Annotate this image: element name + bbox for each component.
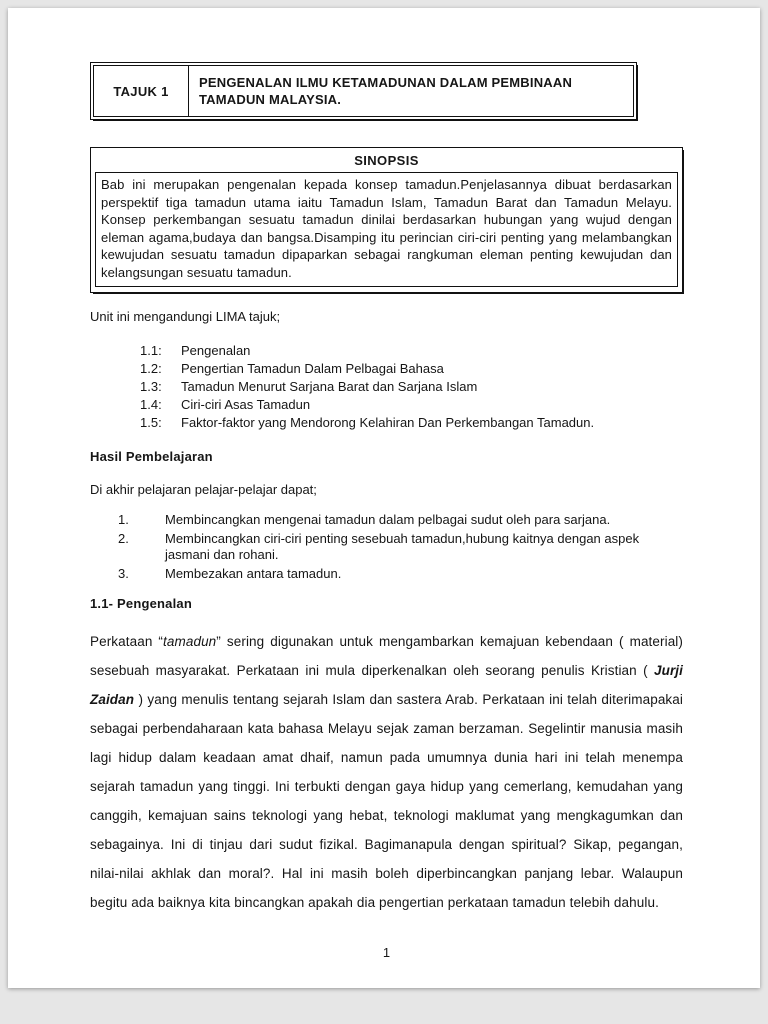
jurji-zaidan-name: Jurji Zaidan — [90, 663, 683, 707]
topic-label: Faktor-faktor yang Mendorong Kelahiran Dan Perkembangan Tamadun. — [181, 415, 595, 430]
objectives-list — [118, 512, 658, 582]
topic-item — [140, 343, 683, 359]
document-page — [8, 8, 760, 988]
objective-item — [118, 566, 658, 583]
objective-label: Membincangkan mengenai tamadun dalam pelbagai sudut oleh para sarjana. — [165, 512, 611, 527]
topic-number: 1.1: — [140, 343, 162, 358]
topic-number: 1.2: — [140, 361, 162, 376]
topic-label: Tamadun Menurut Sarjana Barat dan Sarjana Islam — [181, 379, 478, 394]
sinopsis-box — [90, 147, 683, 293]
section-heading: 1.1- Pengenalan — [90, 596, 192, 611]
paragraph-text: ) yang menulis tentang sejarah Islam dan sastera Arab. Perkataan ini telah diterimapakai sebagai perbendaharaan kata bahasa Melayu sejak zaman berzaman. Segelintir manusia masih lagi hidup dalam keadaan amat dhaif, namun pada umumnya dunia hari ini telah menempa sejarah tamadun yang tinggi. Ini terbukti dengan gaya hidup yang cemerlang, kemudahan yang canggih, kemajuan sains teknologi yang hebat, teknologi maklumat yang mengkagumkan dan sebagainya. Ini di tinjau dari sudut fizikal. Bagimanapula dengan spiritual? Sikap, pegangan, nilai-nilai akhlak dan moral?. Hal ini masih boleh diperbincangkan panjang lebar. Walaupun begitu ada baiknya kita bincangkan apakah dia pengertian perkataan tamadun telebih dahulu. — [90, 692, 683, 910]
sinopsis-heading: SINOPSIS — [354, 153, 419, 168]
sinopsis-body: Bab ini merupakan pengenalan kepada konsep tamadun.Penjelasannya dibuat berdasarkan perspektif tiga tamadun utama iaitu Tamadun Islam, Tamadun Barat dan Tamadun Melayu. Konsep perkembangan sesuatu tamadun dinilai berdasarkan hubungan yang wujud dengan eleman agama,budaya dan bangsa.Disamping itu perincian ciri-ciri penting yang melambangkan kewujudan sesuatu tamadun dipaparkan sebagai rangkuman eleman penting kewujudan dan kelangsungan sesuatu tamadun. — [95, 172, 678, 287]
topic-item — [140, 379, 683, 395]
topic-label: Ciri-ciri Asas Tamadun — [181, 397, 311, 412]
hasil-heading: Hasil Pembelajaran — [90, 449, 213, 464]
topic-number: 1.5: — [140, 415, 162, 430]
objective-number: 1. — [118, 512, 129, 527]
hasil-intro: Di akhir pelajaran pelajar-pelajar dapat; — [90, 482, 317, 497]
topic-item — [140, 397, 683, 413]
tajuk-title: PENGENALAN ILMU KETAMADUNAN DALAM PEMBINAAN TAMADUN MALAYSIA. — [189, 66, 634, 117]
topic-item — [140, 361, 683, 377]
paragraph-text: Perkataan “ — [90, 634, 164, 649]
unit-intro-text: Unit ini mengandungi LIMA tajuk; — [90, 309, 281, 324]
main-paragraph — [90, 627, 683, 917]
topic-label: Pengertian Tamadun Dalam Pelbagai Bahasa — [181, 361, 444, 376]
objective-label: Membincangkan ciri-ciri penting sesebuah tamadun,hubung kaitnya dengan aspek jasmani dan rohani. — [165, 530, 640, 562]
title-table — [90, 62, 637, 120]
objective-item — [118, 512, 658, 529]
topic-number: 1.3: — [140, 379, 162, 394]
objective-number: 2. — [118, 530, 129, 546]
objective-item — [118, 531, 658, 564]
paragraph-text: ” sering digunakan untuk mengambarkan kemajuan kebendaan ( material) sesebuah masyarakat. Perkataan ini mula diperkenalkan oleh seorang penulis Kristian ( — [90, 634, 684, 678]
topic-number: 1.4: — [140, 397, 162, 412]
topic-item — [140, 415, 683, 431]
page-number: 1 — [382, 945, 391, 960]
objective-label: Membezakan antara tamadun. — [165, 565, 342, 581]
topics-list — [140, 343, 683, 431]
topic-label: Pengenalan — [181, 343, 251, 358]
objective-number: 3. — [118, 565, 129, 581]
tamadun-italic-term: tamadun — [163, 634, 217, 649]
tajuk-label: TAJUK 1 — [94, 66, 189, 117]
